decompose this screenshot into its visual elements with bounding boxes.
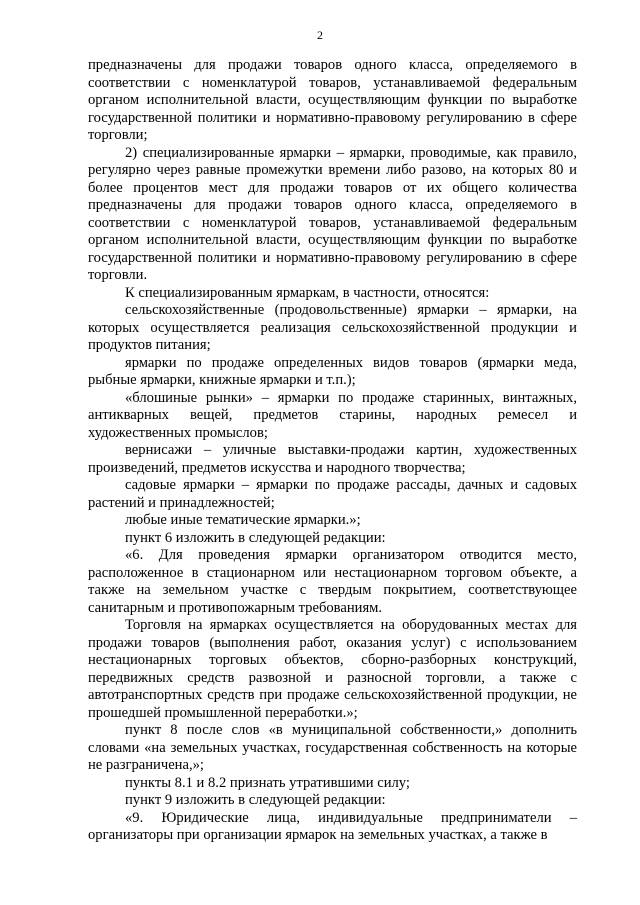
- paragraph: Торговля на ярмарках осуществляется на оборудованных местах для продажи товаров (выполнения работ, оказания услуг) с использованием нестационарных торговых объектов, сборно-разборных конструкций, передвижных средств развозной и разносной торговли, а также с автотранспортных средств при продаже сельскохозяйственной продукции, не прошедшей промышленной переработки.»;: [88, 617, 577, 721]
- paragraph: «блошиные рынки» – ярмарки по продаже старинных, винтажных, антикварных вещей, предметов старины, народных ремесел и художественных промыслов;: [88, 389, 577, 441]
- paragraph: К специализированным ярмаркам, в частности, относятся:: [125, 284, 490, 301]
- paragraph: «9. Юридические лица, индивидуальные предприниматели – организаторы при организации ярмарок на земельных участках, а также в: [88, 809, 577, 843]
- paragraph: ярмарки по продаже определенных видов товаров (ярмарки меда, рыбные ярмарки, книжные ярмарки и т.п.);: [88, 354, 577, 388]
- paragraph: пункты 8.1 и 8.2 признать утратившими силу;: [125, 774, 410, 791]
- paragraph: сельскохозяйственные (продовольственные) ярмарки – ярмарки, на которых осуществляется реализация сельскохозяйственной продукции и продуктов питания;: [88, 302, 577, 353]
- paragraph: 2) специализированные ярмарки – ярмарки, проводимые, как правило, регулярно через равные промежутки времени либо разово, на которых 80 и более процентов мест для продажи товаров от их общего количества предназначены для продажи товаров одного класса, определяемого в соответствии с номенклатурой товаров, устанавливаемой федеральным органом исполнительной власти, осуществляющим функции по выработке государственной политики и нормативно-правовому регулированию в сфере торговли.: [88, 144, 577, 283]
- paragraph: пункт 6 изложить в следующей редакции:: [125, 529, 386, 546]
- paragraph: садовые ярмарки – ярмарки по продаже рассады, дачных и садовых растений и принадлежностей;: [88, 477, 577, 511]
- paragraph: вернисажи – уличные выставки-продажи картин, художественных произведений, предметов искусства и народного творчества;: [88, 442, 577, 476]
- document-body: [88, 57, 577, 845]
- paragraph: пункт 8 после слов «в муниципальной собственности,» дополнить словами «на земельных участках, государственная собственность на которые не разграничена,»;: [88, 722, 577, 773]
- paragraph: предназначены для продажи товаров одного класса, определяемого в соответствии с номенклатурой товаров, устанавливаемой федеральным органом исполнительной власти, осуществляющим функции по выработке государственной политики и нормативно-правовому регулированию в сфере торговли;: [88, 57, 577, 143]
- page-number: 2: [317, 28, 323, 42]
- paragraph: «6. Для проведения ярмарки организатором отводится место, расположенное в стационарном или нестационарном торговом объекте, а также на земельном участке с твердым покрытием, соответствующее санитарным и противопожарным требованиям.: [88, 547, 577, 616]
- paragraph: любые иные тематические ярмарки.»;: [125, 512, 361, 528]
- paragraph: пункт 9 изложить в следующей редакции:: [125, 792, 386, 808]
